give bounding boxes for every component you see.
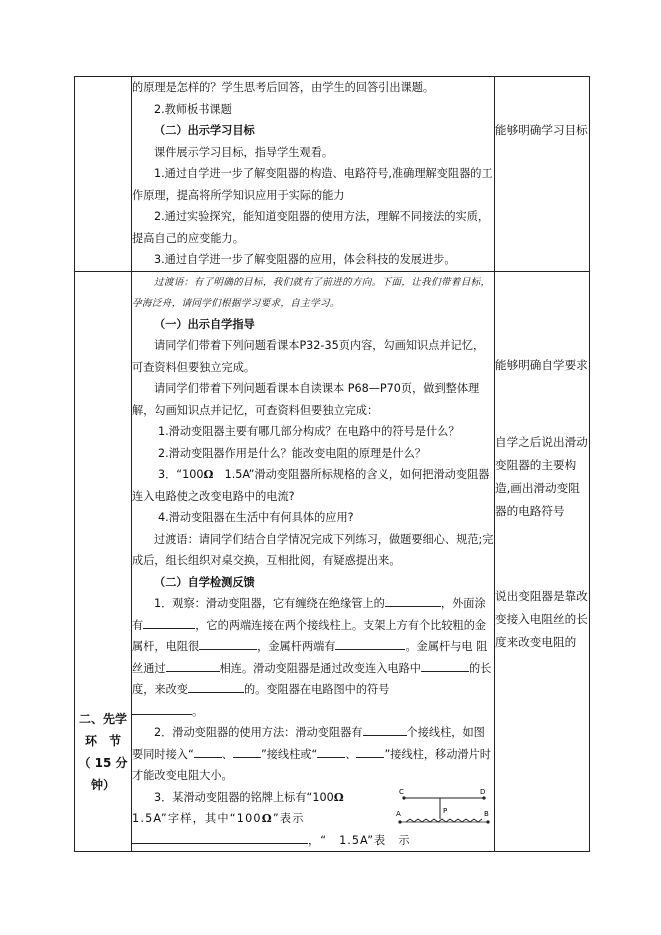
content-cell-self-study <box>132 271 495 852</box>
exercise-3 <box>132 787 494 852</box>
label-d: D <box>480 788 486 796</box>
stage-line: （ 15 分 <box>78 755 128 770</box>
objective-3: 3.通过自学进一步了解变阻器的应用，体会科技的发展进步。 <box>154 253 456 266</box>
fill-blank[interactable] <box>199 636 257 650</box>
q3-post: 1.5A”滑动变阻器所标规格的含义，如何把滑动变阻器连入电路使之改变电路中的电流? <box>132 468 490 503</box>
ex-text: ”接线柱或“ <box>260 747 318 761</box>
q3-pre: 3．“100 <box>158 468 204 481</box>
stage-label <box>75 272 131 796</box>
ohm-symbol: Ω <box>261 811 273 825</box>
text-line: 课件展示学习目标，指导学生观看。 <box>154 145 334 159</box>
fill-blank[interactable] <box>143 615 195 629</box>
fill-blank[interactable] <box>132 830 308 844</box>
note-text: 说出变阻器是靠改变接入电阻丝的长度来改变电阻的 <box>495 588 588 649</box>
lesson-table <box>74 76 590 852</box>
text-line: 的原理是怎样的？学生思考后回答，由学生的回答引出课题。 <box>132 81 435 94</box>
note-cell-self-study <box>495 271 590 852</box>
fill-blank[interactable] <box>335 636 405 650</box>
exercise-3-line3 <box>132 830 494 852</box>
objective-1: 1.通过自学进一步了解变阻器的构造、电路符号,准确理解变阻器的工作原理，提高将所学知识应用于实际的能力 <box>132 167 493 202</box>
transition-text-2: 过渡语：请同学们结合自学情况完成下列练习，做题要细心、规范;完成后，组长组织对桌交换，互相批阅，有疑惑提出来。 <box>132 532 494 567</box>
content-cell-objectives <box>132 77 495 272</box>
question-4: 4.滑动变阻器在生活中有何具体的应用? <box>158 511 354 524</box>
fill-blank[interactable] <box>132 701 192 715</box>
ex-text: ，“ 1.5A”表 示 <box>308 833 411 847</box>
ex-text: ，它的两端连接在两个接线柱上。支架上方有个比较粗的金属杆，电阻很 <box>132 618 487 653</box>
fill-blank[interactable] <box>363 722 407 736</box>
note-text: 能够明确学习目标 <box>495 123 588 137</box>
terminal-b <box>486 820 489 823</box>
label-a: A <box>396 809 401 818</box>
label-c: C <box>399 788 404 796</box>
stage-line: 环 节 <box>84 733 121 748</box>
ex-text: 的长度，来改变 <box>132 661 492 696</box>
stage-line: 钟） <box>90 777 115 792</box>
ex-text: ，外面涂有 <box>132 597 486 632</box>
exercise-2 <box>132 722 494 787</box>
fill-blank[interactable] <box>317 744 345 758</box>
ex-text: 。金属杆与电 阻丝通过 <box>132 640 488 675</box>
ex-text: 、 <box>345 747 357 761</box>
label-p: P <box>443 806 448 815</box>
row-self-study <box>75 271 590 852</box>
text-line: 2.教师板书课题 <box>154 102 232 116</box>
terminal-d <box>482 796 485 799</box>
question-1: 1.滑动变阻器主要有哪几部分构成？在电路中的符号是什么？ <box>158 425 460 438</box>
ex-text: 。 <box>192 704 204 718</box>
ex-text: ”接线柱，移动滑片时才能改变电阻大小。 <box>132 747 491 782</box>
exercise-1 <box>132 593 494 722</box>
rheostat-diagram <box>396 789 492 829</box>
ex-text: 1．观察：滑动变阻器，它有缠绕在绝缘管上的 <box>154 597 385 610</box>
question-3 <box>132 464 494 507</box>
ex-text: 的。变阻器在电路图中的符号 <box>243 683 390 696</box>
note-text: 自学之后说出滑动变阻器的主要构造,画出滑动变阻器的电路符号 <box>495 434 588 518</box>
label-b: B <box>484 809 489 818</box>
stage-line: 二、先学 <box>78 711 127 726</box>
resistance-coil <box>406 819 482 822</box>
note-cell-objectives <box>495 77 590 272</box>
ex-text: 3．某滑动变阻器的铭牌上标有“100 <box>154 790 334 804</box>
ex-text: ”表示 <box>272 812 305 825</box>
fill-blank[interactable] <box>188 679 244 693</box>
ohm-symbol: Ω <box>203 467 214 481</box>
guide-2: 请同学们带着下列问题看课本自读课本 P68—P70页，做到整体理解，勾画知识点并记忆，可查资料但要独立完成： <box>132 382 480 417</box>
fill-blank[interactable] <box>194 744 222 758</box>
terminal-a <box>398 820 401 823</box>
transition-text: 过渡语：有了明确的目标，我们就有了前进的方向。下面，让我们带着目标，孕海泛舟，请同学们根据学习要求，自主学习。 <box>132 276 491 309</box>
objective-2: 2.通过实验探究，能知道变阻器的使用方法，理解不同接法的实质，提高自己的应变能力。 <box>132 210 490 245</box>
ohm-symbol: Ω <box>333 789 344 804</box>
ex-text: 2．滑动变阻器的使用方法：滑动变阻器有 <box>154 726 363 739</box>
note-text: 能够明确自学要求 <box>495 357 588 372</box>
guide-1: 请同学们带着下列问题看课本P32-35页内容，勾画知识点并记忆，可查资料但要独立完成。 <box>132 339 485 374</box>
section-heading: （一）出示自学指导 <box>154 317 255 331</box>
fill-blank[interactable] <box>421 658 469 672</box>
section-heading: （二）出示学习目标 <box>154 124 255 137</box>
ex-text: 相连。滑动变阻器是通过改变连入电路中 <box>219 661 421 675</box>
question-2: 2.滑动变阻器作用是什么？能改变电阻的原理是什么？ <box>158 446 426 460</box>
stage-cell <box>75 271 132 852</box>
fill-blank[interactable] <box>385 593 441 607</box>
fill-blank[interactable] <box>233 744 261 758</box>
fill-blank[interactable] <box>356 744 384 758</box>
stage-cell-empty <box>75 77 132 272</box>
row-objectives <box>75 77 590 272</box>
terminal-c <box>402 796 405 799</box>
ex-text: 1.5A”字样，其中“100 <box>132 812 262 825</box>
section-heading: （二）自学检测反馈 <box>154 575 255 589</box>
ex-text: 、 <box>221 747 233 761</box>
fill-blank[interactable] <box>166 658 220 672</box>
ex-text: ，金属杆两端有 <box>257 640 336 653</box>
ex-text: 个接线柱，如图要同时接入“ <box>132 726 485 761</box>
